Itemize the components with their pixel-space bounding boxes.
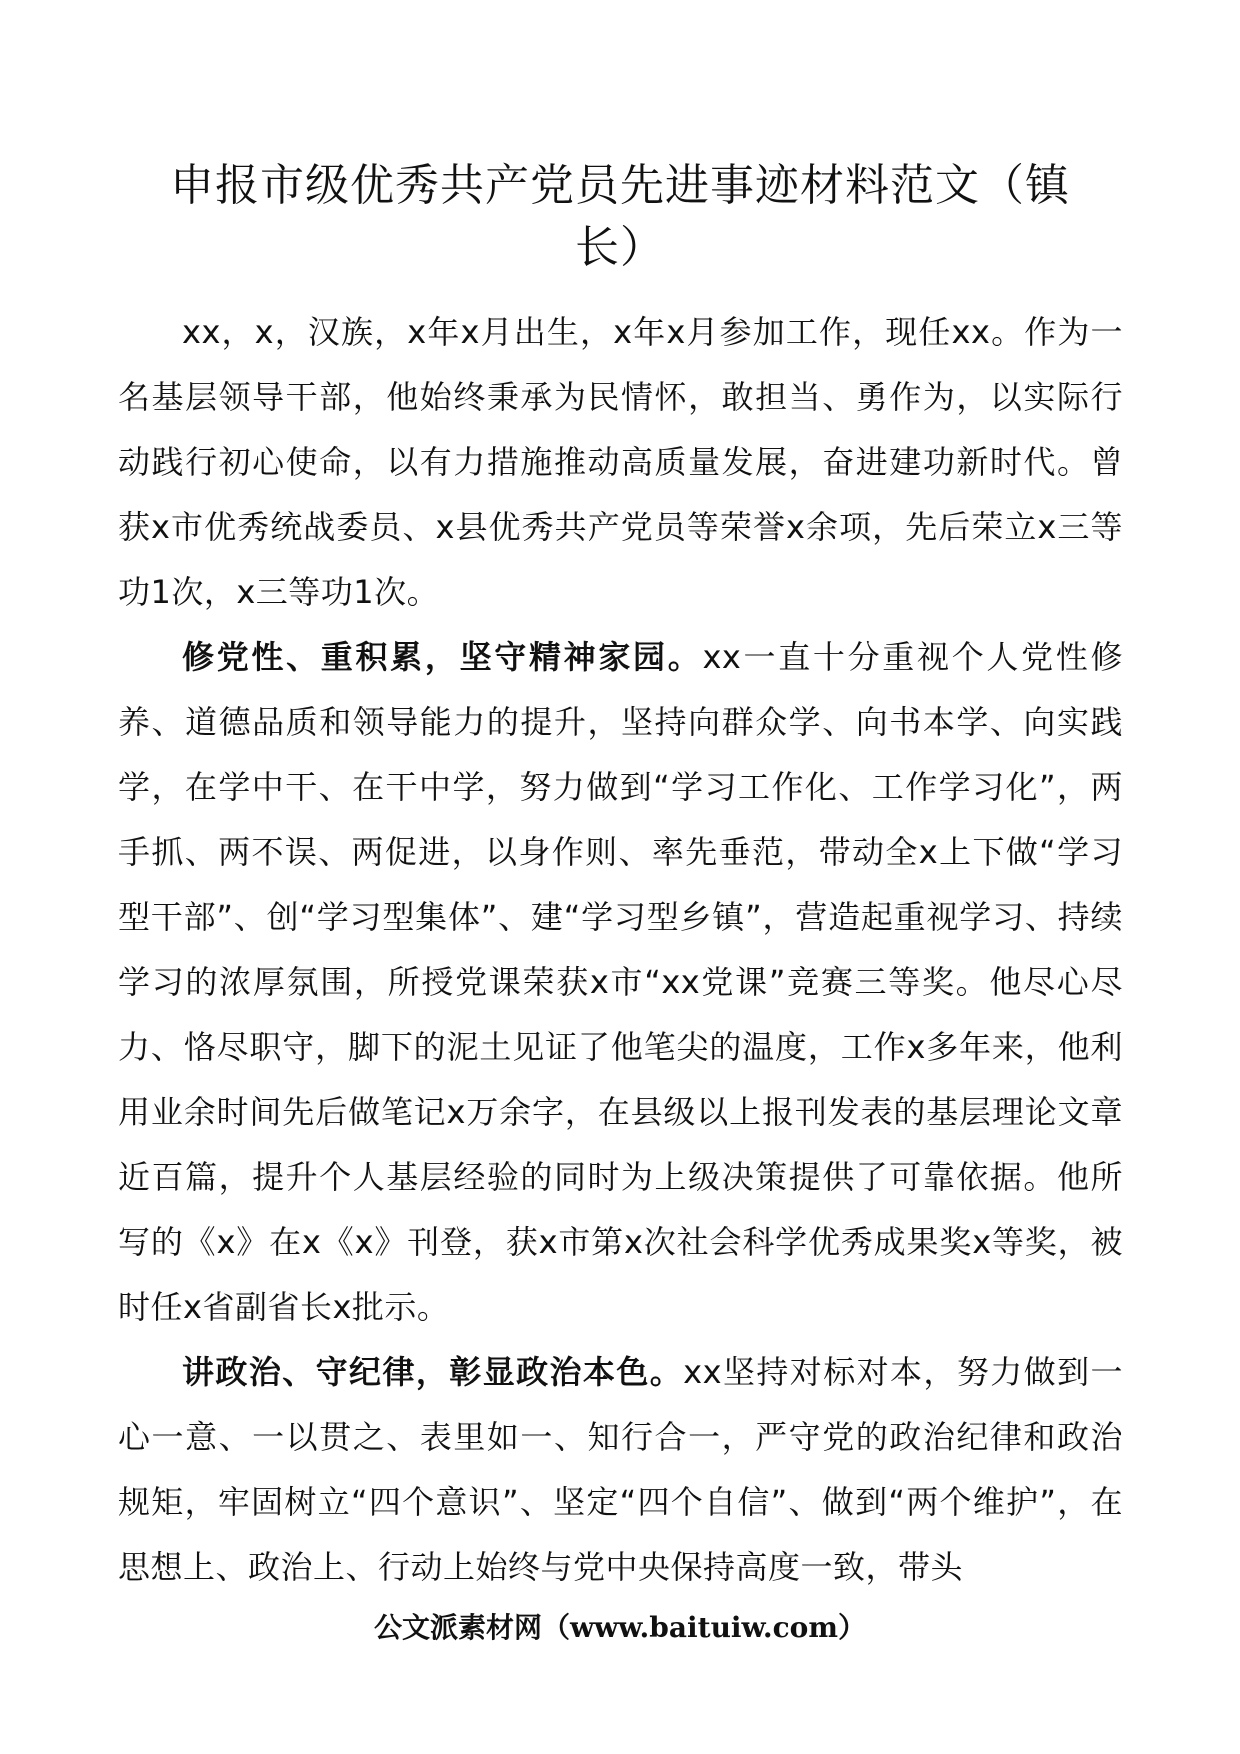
document-title: 申报市级优秀共产党员先进事迹材料范文（镇长） xyxy=(170,160,1070,273)
paragraph-text: xx一直十分重视个人党性修养、道德品质和领导能力的提升，坚持向群众学、向书本学、向实践学，在学中干、在干中学，努力做到“学习工作化、工作学习化”，两手抓、两不误、两促进，以身作则、率先垂范，带动全x上下做“学习型干部”、创“学习型集体”、建“学习型乡镇”，营造起重视学习、持续学习的浓厚氛围，所授党课荣获x市“xx党课”竞赛三等奖。他尽心尽力、恪尽职守，脚下的泥土见证了他笔尖的温度，工作x多年来，他利用业余时间先后做笔记x万余字，在县级以上报刊发表的基层理论文章近百篇，提升个人基层经验的同时为上级决策提供了可靠依据。他所写的《x》在x《x》刊登，获x市第x次社会科学优秀成果奖x等奖，被时任x省副省长x批示。 xyxy=(118,638,1123,1326)
paragraph-lead: 讲政治、守纪律，彰显政治本色。 xyxy=(182,1353,684,1391)
footer-source: 公文派素材网（www.baituiw.com） xyxy=(374,1611,866,1644)
paragraph-party-spirit xyxy=(118,625,1123,1340)
paragraph-text: xx坚持对标对本，努力做到一心一意、一以贯之、表里如一、知行合一，严守党的政治纪律和政治规矩，牢固树立“四个意识”、坚定“四个自信”、做到“两个维护”，在思想上、政治上、行动上始终与党中央保持高度一致，带头 xyxy=(118,1353,1123,1586)
paragraph-intro xyxy=(118,300,1123,625)
paragraph-text: xx，x，汉族，x年x月出生，x年x月参加工作，现任xx。作为一名基层领导干部，他始终秉承为民情怀，敢担当、勇作为，以实际行动践行初心使命，以有力措施推动高质量发展，奋进建功新时代。曾获x市优秀统战委员、x县优秀共产党员等荣誉x余项，先后荣立x三等功1次，x三等功1次。 xyxy=(118,313,1123,611)
paragraph-lead: 修党性、重积累，坚守精神家园。 xyxy=(182,638,703,676)
document-body xyxy=(118,300,1123,1600)
paragraph-politics-discipline xyxy=(118,1340,1123,1600)
